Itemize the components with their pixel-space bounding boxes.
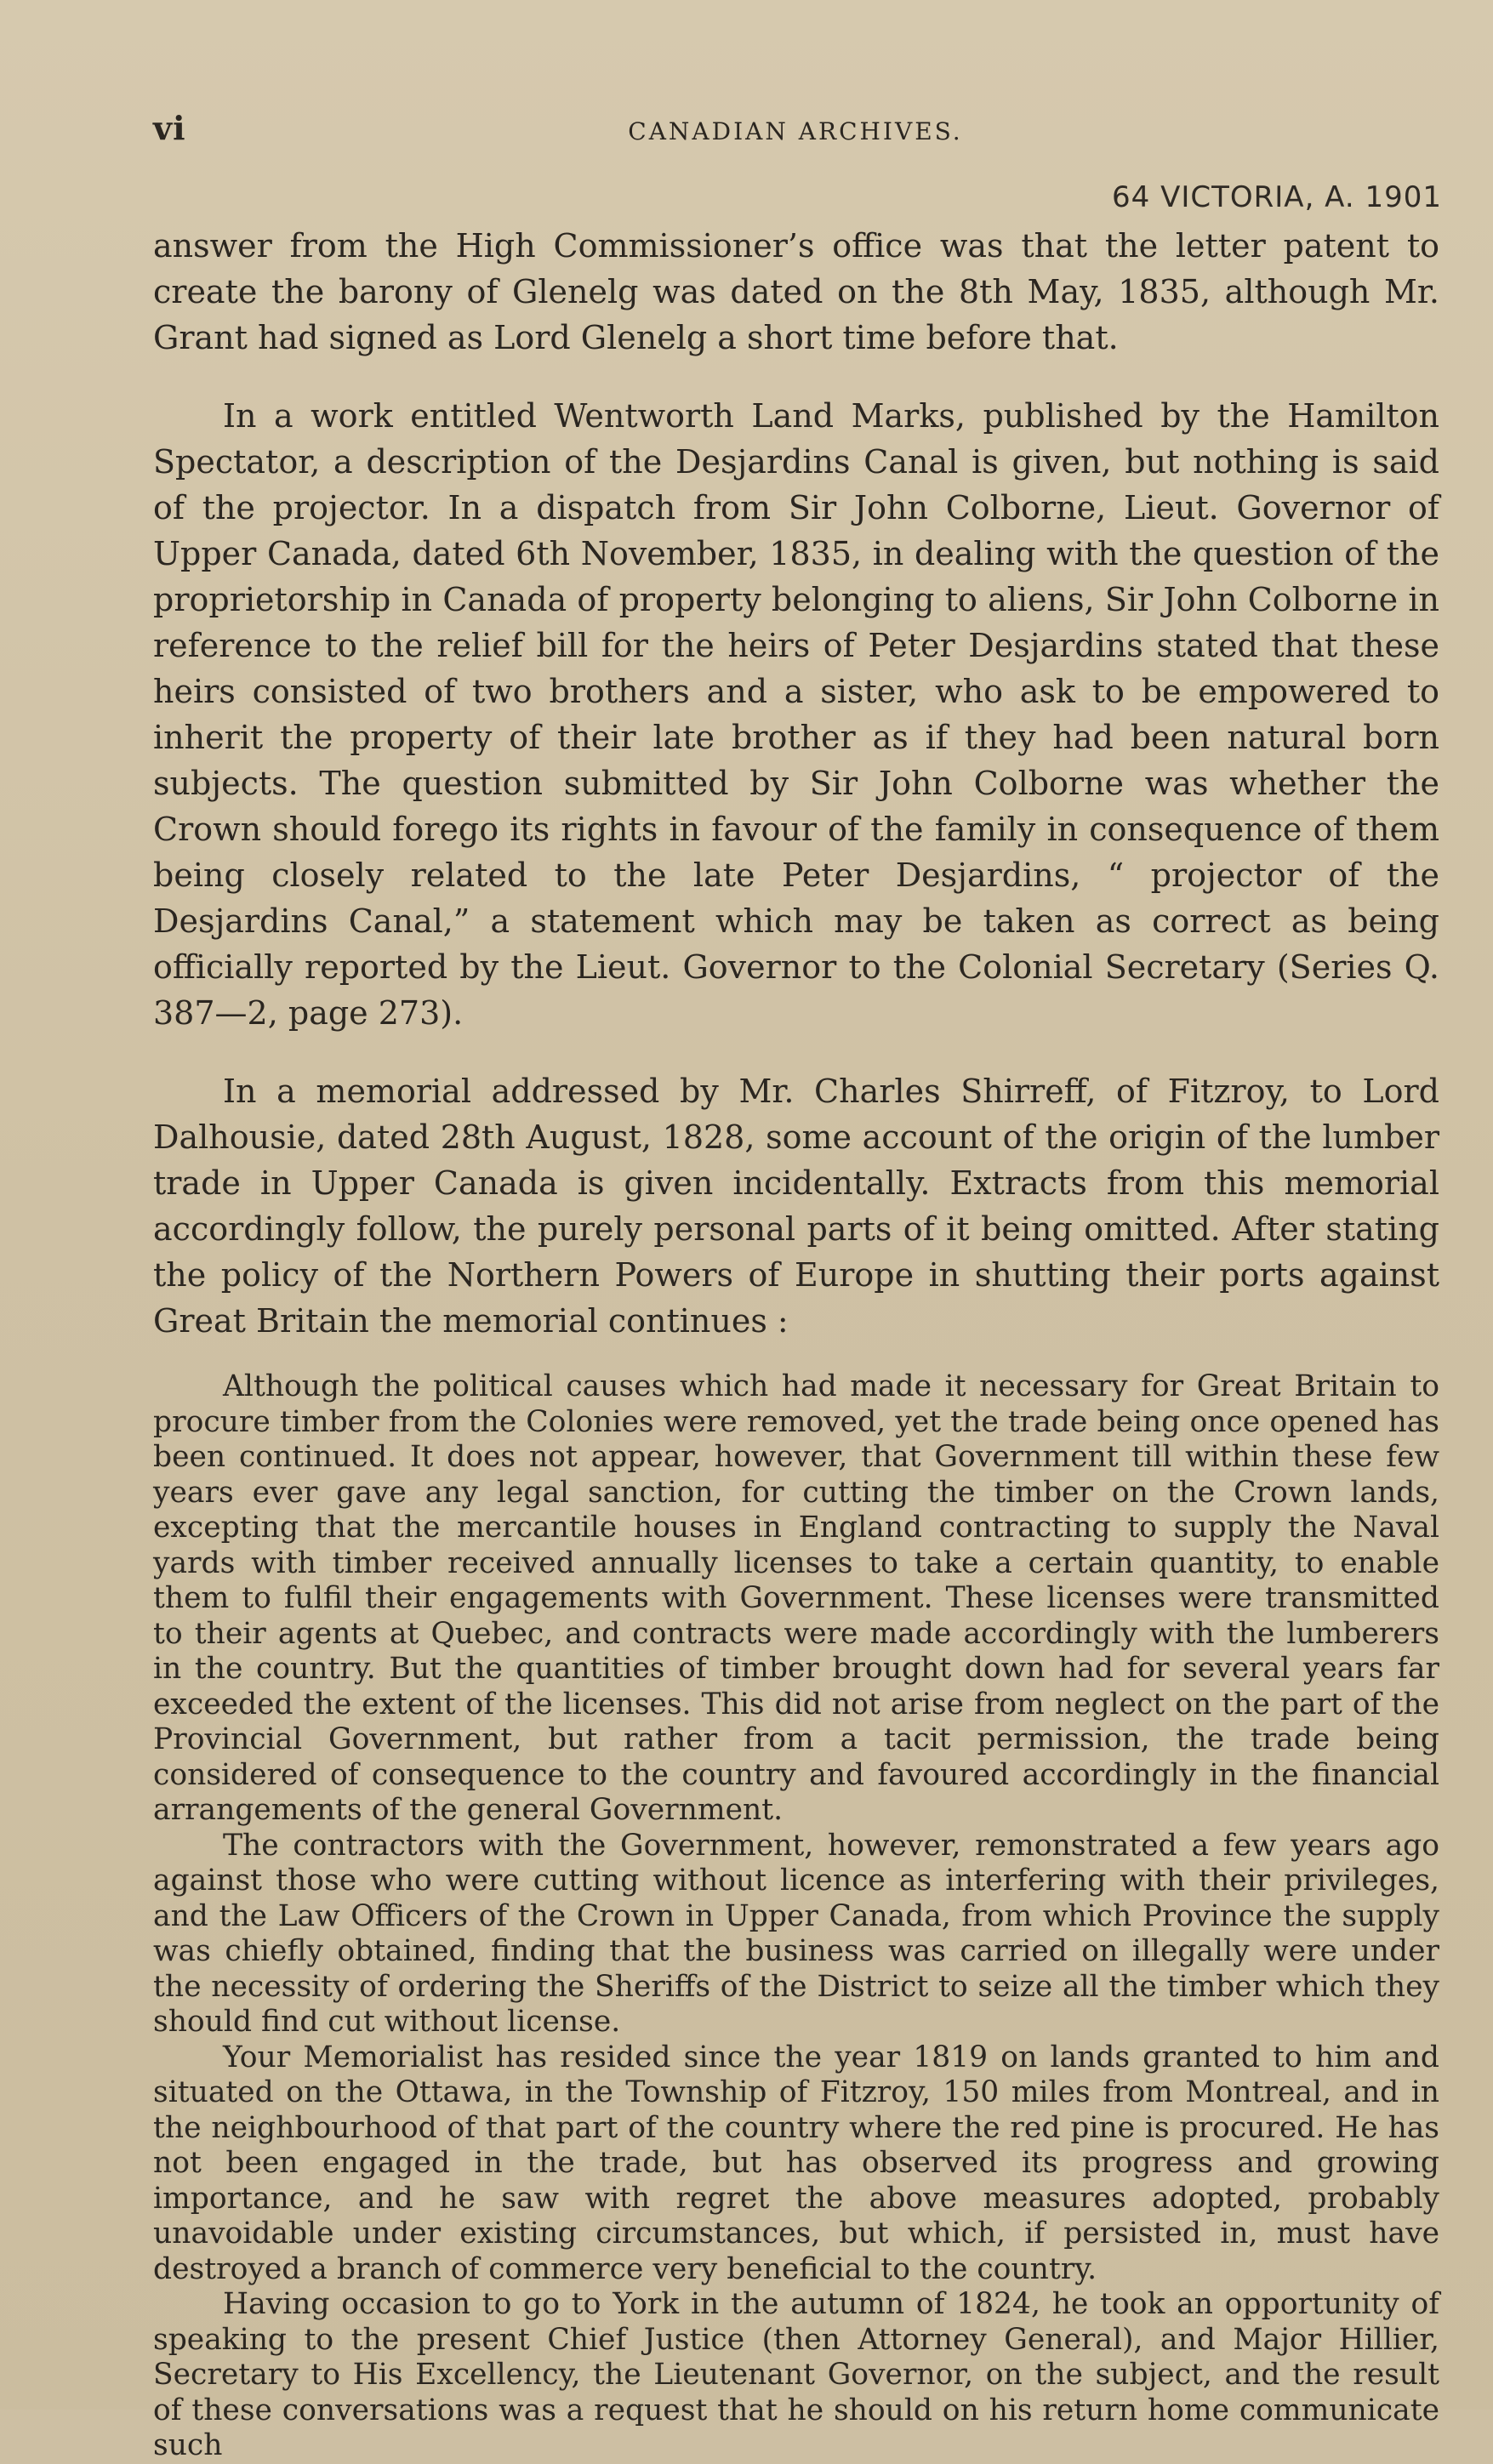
body-text [153,223,1439,2464]
page-header [153,109,1438,151]
quote-paragraph-memorialist: Your Memorialist has resided since the year 1819 on lands granted to him and situated on the Ottawa, in the Township of Fitzroy, 150 miles from Montreal, and in the neighbourhood of that part of the country where the red pine is procured. He has not been engaged in the trade, but has observed its progress and growing importance, and he saw with regret the above measures adopted, probably unavoidable under existing circumstances, but which, if persisted in, must have destroyed a branch of commerce very beneficial to the country. [153,2040,1439,2286]
session-reference: 64 VICTORIA, A. 1901 [1112,180,1442,214]
quote-paragraph-timber-trade: Although the political causes which had made it necessary for Great Britain to procure timber from the Colonies were removed, yet the trade being once opened has been continued. It does not appear, however, that Government till within these few years ever gave any legal sanction, for cutting the timber on the Crown lands, excepting that the mercantile houses in England contracting to supply the Naval yards with timber received annually licenses to take a certain quantity, to enable them to fulfil their engagements with Government. These licenses were transmitted to their agents at Quebec, and contracts were made accordingly with the lumberers in the country. But the quantities of timber brought down had for several years far exceeded the extent of the licenses. This did not arise from neglect on the part of the Provincial Government, but rather from a tacit permission, the trade being considered of consequence to the country and favoured accordingly in the financial arrangements of the general Government. [153,1369,1439,1827]
paragraph-continuation: answer from the High Commissioner’s office was that the letter patent to create the barony of Glenelg was dated on the 8th May, 1835, although Mr. Grant had signed as Lord Glenelg a short time before that. [153,227,1439,356]
paragraph-wentworth: In a work entitled Wentworth Land Marks, published by the Hamilton Spectator, a description of the Desjardins Canal is given, but nothing is said of the projector. In a dispatch from Sir John Colborne, Lieut. Governor of Upper Canada, dated 6th November, 1835, in dealing with the question of the proprietorship in Canada of property belonging to aliens, Sir John Colborne in reference to the relief bill for the heirs of Peter Desjardins stated that these heirs consisted of two brothers and a sister, who ask to be empowered to inherit the property of their late brother as if they had been natural born subjects. The question submitted by Sir John Colborne was whether the Crown should forego its rights in favour of the family in consequence of them being closely related to the late Peter Desjardins, “ projector of the Desjardins Canal,” a statement which may be taken as correct as being officially reported by the Lieut. Governor to the Colonial Secretary (Series Q. 387—2, page 273). [153,397,1439,1032]
paragraph-memorial-intro: In a memorial addressed by Mr. Charles Shirreff, of Fitzroy, to Lord Dalhousie, dated 28th August, 1828, some account of the origin of the lumber trade in Upper Canada is given incidentally. Extracts from this memorial accordingly follow, the purely personal parts of it being omitted. After stating the policy of the Northern Powers of Europe in shutting their ports against Great Britain the memorial continues : [153,1073,1439,1340]
quote-paragraph-contractors: The contractors with the Government, however, remonstrated a few years ago against those who were cutting without licence as interfering with their privileges, and the Law Officers of the Crown in Upper Canada, from which Province the supply was chiefly obtained, finding that the business was carried on illegally were under the necessity of ordering the Sheriffs of the District to seize all the timber which they should find cut without license. [153,1828,1439,2039]
page-number: vi [153,109,186,147]
running-title: CANADIAN ARCHIVES. [628,117,963,145]
memorial-extract [153,1369,1439,2464]
quote-paragraph-york-visit: Having occasion to go to York in the autumn of 1824, he took an opportunity of speaking to the present Chief Justice (then Attorney General), and Major Hillier, Secretary to His Excellency, the Lieutenant Governor, on the subject, and the result of these conversations was a request that he should on his return home communicate such [153,2287,1439,2462]
